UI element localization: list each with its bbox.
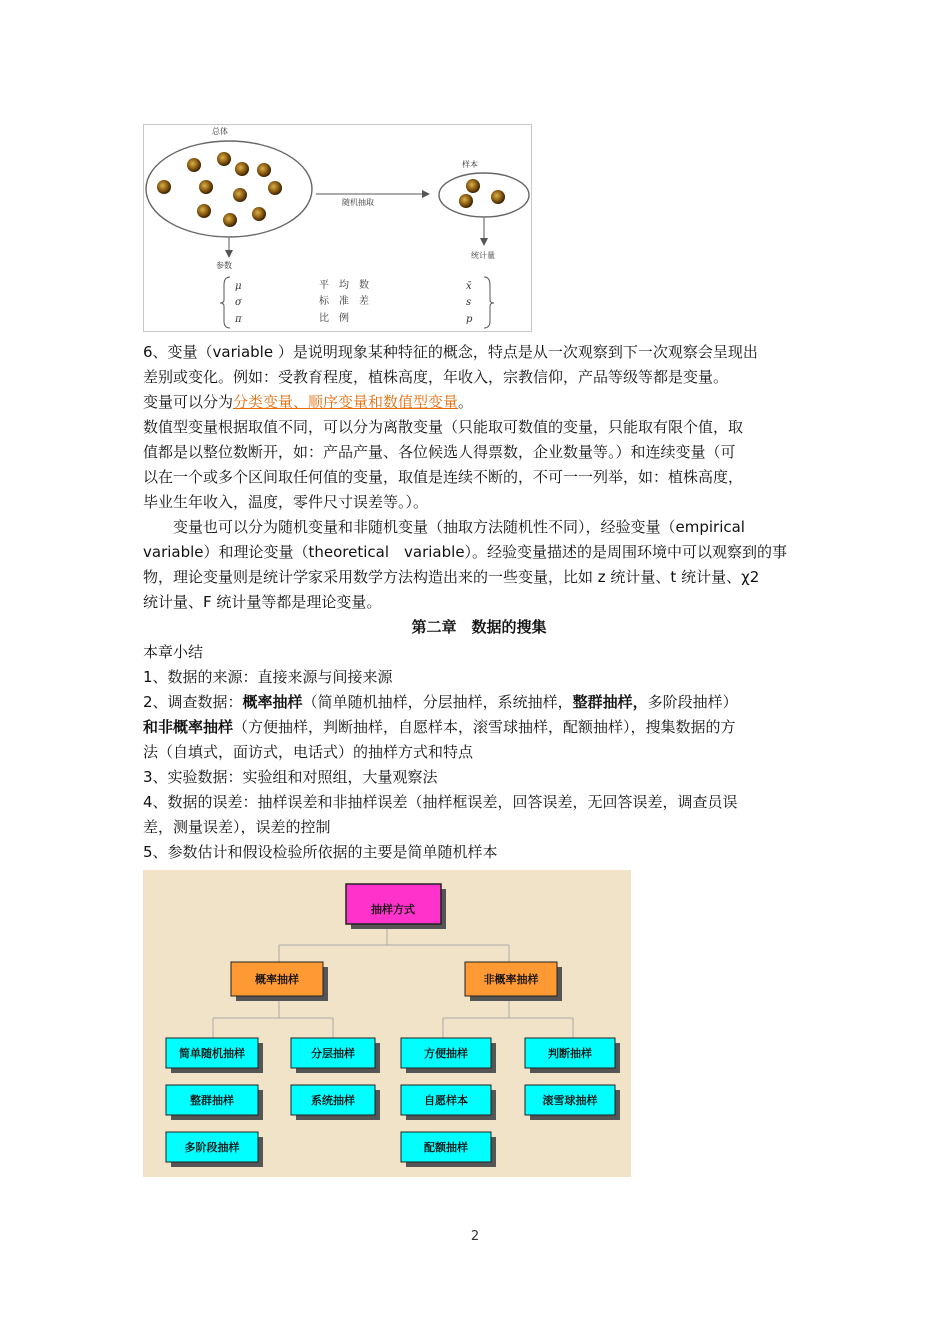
right-brace	[484, 277, 494, 328]
summary-item: 5、参数估计和假设检验所依据的主要是简单随机样本	[143, 843, 498, 861]
sampling-methods-chart	[143, 870, 631, 1177]
leaf-label: 方便抽样	[424, 1047, 468, 1060]
leaf-label: 配额抽样	[424, 1141, 468, 1154]
leaf-cluster	[166, 1085, 263, 1120]
paragraph-line: 统计量、F 统计量等都是理论变量。	[143, 593, 382, 611]
random-draw-label: 随机抽取	[342, 198, 374, 207]
std-name: 标 准 差	[319, 296, 369, 307]
param-symbols	[234, 281, 243, 325]
xbar-symbol: x̄	[466, 281, 472, 292]
probability-sampling-node	[231, 962, 328, 1001]
text-span: 。	[458, 393, 474, 411]
nonprobability-sampling-label: 非概率抽样	[483, 973, 539, 986]
leaf-label: 判断抽样	[548, 1047, 592, 1060]
paragraph-line: 以在一个或多个区间取任何值的变量，取值是连续不断的，不可一一列举，如：植株高度，	[143, 468, 744, 486]
parameter-label: 参数	[216, 261, 232, 270]
population-label: 总体	[212, 127, 228, 136]
text-span: 2、调查数据：	[143, 693, 243, 711]
paragraph-line: 毕业生年收入，温度，零件尺寸误差等。）。	[143, 493, 429, 511]
root-node	[346, 884, 446, 929]
leaf-label: 整群抽样	[190, 1094, 234, 1107]
bold-term: 概率抽样	[242, 693, 303, 711]
leaf-voluntary	[401, 1085, 496, 1120]
leaf-label: 系统抽样	[311, 1094, 355, 1107]
paragraph-line	[143, 390, 473, 415]
text-span: （方便抽样，判断抽样，自愿样本，滚雪球抽样，配额抽样），搜集数据的方	[233, 718, 736, 736]
leaf-label: 多阶段抽样	[184, 1141, 240, 1154]
variable-types-link[interactable]: 分类变量、顺序变量和数值型变量	[233, 393, 459, 411]
population-dots	[157, 152, 282, 227]
chapter-title: 第二章 数据的搜集	[411, 618, 547, 636]
proportion-name: 比 例	[319, 313, 349, 324]
bold-term: 整群抽样，	[572, 693, 648, 711]
summary-item	[143, 715, 736, 740]
text-span: （简单随机抽样，分层抽样，系统抽样，	[302, 693, 573, 711]
sample-dots	[459, 179, 505, 208]
statistic-label: 统计量	[471, 251, 495, 260]
leaf-quota	[401, 1132, 496, 1167]
leaf-label: 滚雪球抽样	[542, 1094, 598, 1107]
summary-title: 本章小结	[143, 643, 204, 661]
root-label: 抽样方式	[371, 903, 415, 916]
sample-ellipse	[439, 173, 529, 217]
paragraph-line: 值都是以整位数断开，如：产品产量、各位候选人得票数，企业数量等。）和连续变量（可	[143, 443, 736, 461]
text-span: 多阶段抽样）	[647, 693, 738, 711]
measure-names	[319, 278, 369, 324]
summary-item: 1、数据的来源：直接来源与间接来源	[143, 668, 393, 686]
leaf-simple-random	[166, 1038, 263, 1073]
page-number: 2	[470, 1229, 480, 1244]
leaf-systematic	[291, 1085, 380, 1120]
probability-sampling-label: 概率抽样	[255, 973, 299, 986]
paragraph-line: variable）和理论变量（theoretical variable）。经验变量描述的是周围环境中可以观察到的事	[143, 543, 788, 561]
leaf-label: 简单随机抽样	[179, 1047, 245, 1060]
mu-symbol: μ	[235, 281, 242, 292]
stat-symbols	[466, 281, 473, 325]
leaf-multistage	[166, 1132, 263, 1167]
text-span: 变量可以分为	[143, 393, 234, 411]
paragraph-line: 差别或变化。例如：受教育程度，植株高度，年收入，宗教信仰，产品等级等都是变量。	[143, 368, 729, 386]
summary-item: 差，测量误差），误差的控制	[143, 818, 331, 836]
summary-item	[143, 690, 738, 715]
sample-label: 样本	[462, 160, 478, 169]
paragraph-line: 物，理论变量则是统计学家采用数学方法构造出来的一些变量，比如 z 统计量、t 统计量、χ2	[143, 568, 760, 586]
summary-item: 法（自填式，面访式，电话式）的抽样方式和特点	[143, 743, 474, 761]
s-symbol: s	[466, 297, 472, 308]
summary-item: 4、数据的误差：抽样误差和非抽样误差（抽样框误差，回答误差，无回答误差，调查员误	[143, 793, 738, 811]
leaf-convenience	[401, 1038, 496, 1073]
summary-item: 3、实验数据：实验组和对照组，大量观察法	[143, 768, 438, 786]
leaf-snowball	[525, 1085, 620, 1120]
bold-term: 和非概率抽样	[143, 718, 234, 736]
leaf-label: 分层抽样	[311, 1047, 355, 1060]
leaf-judgment	[525, 1038, 620, 1073]
left-brace	[220, 277, 230, 328]
paragraph-line: 数值型变量根据取值不同，可以分为离散变量（只能取可数值的变量，只能取有限个值，取	[143, 418, 744, 436]
sigma-symbol: σ	[235, 297, 242, 308]
paragraph-line: 变量也可以分为随机变量和非随机变量（抽取方法随机性不同），经验变量（empirical	[143, 518, 745, 536]
leaf-stratified	[291, 1038, 380, 1073]
p-symbol: p	[466, 314, 473, 325]
mean-name: 平 均 数	[319, 280, 369, 291]
population-sample-figure	[143, 124, 532, 332]
paragraph-line: 6、变量（variable ）是说明现象某种特征的概念，特点是从一次观察到下一次观察会呈现出	[143, 343, 758, 361]
leaf-label: 自愿样本	[424, 1094, 468, 1107]
pi-symbol: π	[235, 314, 242, 325]
nonprobability-sampling-node	[465, 962, 562, 1001]
